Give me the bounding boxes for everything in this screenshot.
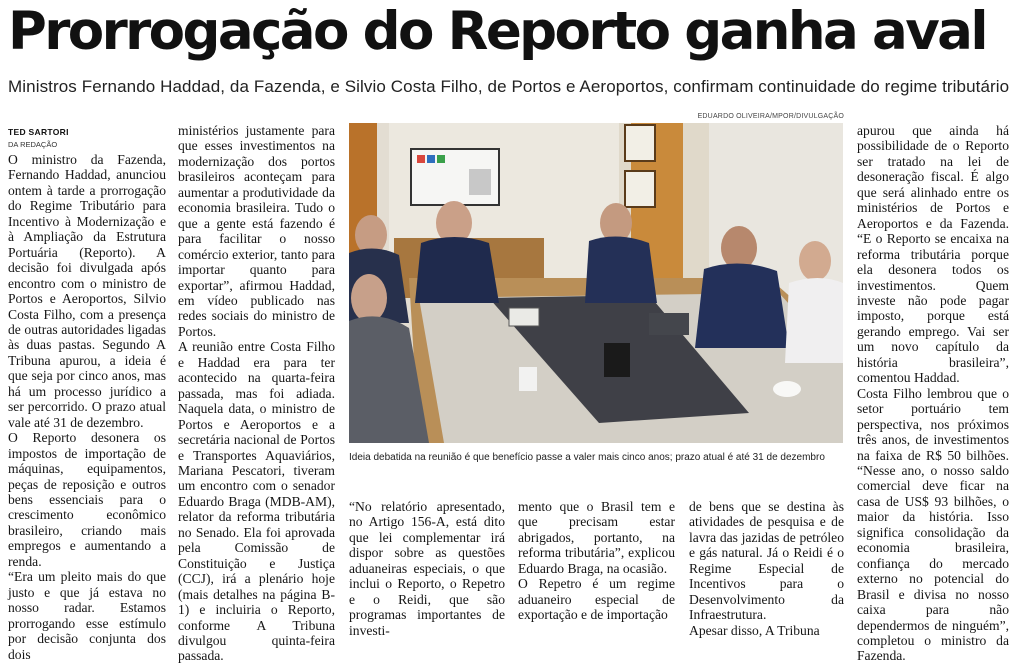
paragraph: O Repetro é um regime aduaneiro especial de exportação e de importação xyxy=(518,576,675,623)
paragraph: Costa Filho lembrou que o setor portuário tem perspectiva, nos próximos três anos, de investimentos na faixa de R$ 50 bilhões. “Nesse ano, o nosso saldo comercial deve ficar na casa de US$ 93 bilhões, o maior da história. Isso significa consolidação da economia brasileira, confiança do mercado externo no potencial do Brasil e divisa no nosso caixa para não dependermos de ninguém”, completou o ministro da Fazenda. xyxy=(857,385,1009,664)
photo-caption: Ideia debatida na reunião é que benefício passe a valer mais cinco anos; prazo atual é até 31 de dezembro xyxy=(349,452,825,463)
article-column-3 xyxy=(349,499,505,638)
paragraph: O ministro da Fazenda, Fernando Haddad, anunciou ontem à tarde a prorrogação do Regime Tributário para Incentivo à Modernização e à Ampliação da Estrutura Portuária (Reporto). A decisão foi divulgada após encontro com o ministro de Portos e Aeroportos, Silvio Costa Filho, com a presença de outras autoridades ligadas às duas pastas. Segundo A Tribuna apurou, a ideia é que seja por cinco anos, mas há um processo jurídico a ser percorrido. O prazo atual vale até 31 de dezembro. xyxy=(8,152,166,430)
author-role: DA REDAÇÃO xyxy=(8,140,58,149)
meeting-photo xyxy=(349,123,843,443)
article-column-1 xyxy=(8,152,166,662)
author-byline: TED SARTORI xyxy=(8,127,69,137)
article-column-6 xyxy=(857,123,1009,664)
subheadline: Ministros Fernando Haddad, da Fazenda, e Silvio Costa Filho, de Portos e Aeroportos, confirmam continuidade do regime tributário xyxy=(8,77,1010,96)
paragraph: Apesar disso, A Tribuna xyxy=(689,622,820,638)
article-column-5 xyxy=(689,499,844,638)
article-column-2 xyxy=(178,123,335,664)
paragraph: “Era um pleito mais do que justo e que já estava no nosso radar. Estamos prorrogando esse estímulo por decisão conjunta dos dois xyxy=(8,569,166,662)
paragraph: “No relatório apresentado, no Artigo 156-A, está dito que lei complementar irá dispor sobre as questões aduaneiras especiais, o que inclui o Reporto, o Repetro e o Reidi, que são programas importantes de investi- xyxy=(349,499,505,638)
paragraph: de bens que se destina às atividades de pesquisa e de lavra das jazidas de petróleo e gás natural. Já o Reidi é o Regime Especial de Incentivos para o Desenvolvimento da Infraestrutura. xyxy=(689,499,844,623)
photo-credit: EDUARDO OLIVEIRA/MPOR/DIVULGAÇÃO xyxy=(697,113,844,120)
headline: Prorrogação do Reporto ganha aval xyxy=(8,1,986,62)
paragraph: O Reporto desonera os impostos de importação de máquinas, equipamentos, peças de reposição e outros bens essenciais para o crescimento econômico brasileiro, criando mais empregos e aumentando a renda. xyxy=(8,430,166,569)
paragraph: apurou que ainda há possibilidade de o Reporto ser tratado na lei de desoneração fiscal. É algo que será alinhado entre os ministérios de Portos e Aeroportos e da Fazenda. “E o Reporto se encaixa na reforma tributária porque ela desonera todos os investimentos. Quem investe não pode pagar imposto, porque está gerando emprego. Vai ser um novo capítulo da história brasileira”, comentou Haddad. xyxy=(857,123,1009,386)
paragraph: ministérios justamente para que esses investimentos na modernização dos portos brasileiros aconteçam para aumentar a produtividade da economia brasileira. Tudo o que a gente está fazendo é para facilitar o nosso comércio exterior, tanto para importar quanto para exportar”, afirmou Haddad, em vídeo publicado nas redes sociais do ministro de Portos. xyxy=(178,123,335,339)
paragraph: A reunião entre Costa Filho e Haddad era para ter acontecido na quarta-feira passada, mas foi adiada. Naquela data, o ministro de Portos e Aeroportos e a secretária nacional de Portos e Transportes Aquaviários, Mariana Pescatori, tiveram um encontro com o senador Eduardo Braga (MDB-AM), relator da reforma tributária no Senado. Ela foi aprovada pela Comissão de Constituição e Justiça (CCJ), irá a plenário hoje (mais detalhes na página B-1) e incluiria o Reporto, conforme A Tribuna divulgou quinta-feira passada. xyxy=(178,339,335,664)
paragraph: mento que o Brasil tem e que precisam estar abrigados, portanto, na reforma tributária”, explicou Eduardo Braga, na ocasião. xyxy=(518,499,675,576)
article-column-4 xyxy=(518,499,675,623)
